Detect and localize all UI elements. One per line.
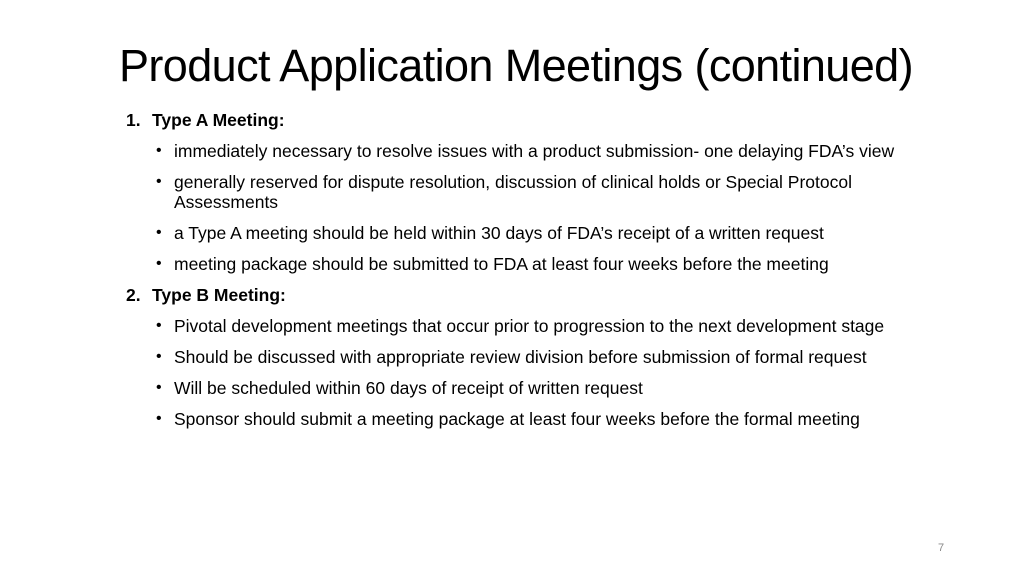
section-heading-type-a [126,110,956,130]
list-item [126,409,956,429]
list-item-text: immediately necessary to resolve issues with a product submission- one delaying FDA’s view [174,141,895,161]
list-item-text: a Type A meeting should be held within 30 days of FDA’s receipt of a written request [174,223,824,243]
bullet-list-type-b [126,316,956,429]
bullet-icon: • [156,255,162,272]
list-item [126,223,956,243]
section-number: 1. [126,110,141,130]
bullet-list-type-a [126,141,956,274]
bullet-icon: • [156,348,162,365]
list-item-text: generally reserved for dispute resolution, discussion of clinical holds or Special Protocol Assessments [174,172,852,212]
page-number: 7 [938,542,945,554]
section-title: Type A Meeting: [152,110,285,130]
list-item [126,378,956,398]
section-number: 2. [126,285,141,305]
list-item [126,254,956,274]
list-item-text: Should be discussed with appropriate review division before submission of formal request [174,347,867,367]
slide-title: Product Application Meetings (continued) [119,40,913,91]
bullet-icon: • [156,142,162,159]
bullet-icon: • [156,410,162,427]
bullet-icon: • [156,317,162,334]
bullet-icon: • [156,379,162,396]
list-item [126,316,956,336]
list-item-text: Sponsor should submit a meeting package at least four weeks before the formal meeting [174,409,860,429]
list-item-text: Pivotal development meetings that occur prior to progression to the next development stage [174,316,885,336]
list-item [126,141,956,161]
section-title: Type B Meeting: [152,285,286,305]
section-heading-type-b [126,285,956,305]
bullet-icon: • [156,173,162,190]
list-item [126,172,956,212]
bullet-icon: • [156,224,162,241]
list-item-text: meeting package should be submitted to FDA at least four weeks before the meeting [174,254,829,274]
list-item-text: Will be scheduled within 60 days of receipt of written request [174,378,643,398]
slide-content [126,110,956,429]
list-item [126,347,956,367]
